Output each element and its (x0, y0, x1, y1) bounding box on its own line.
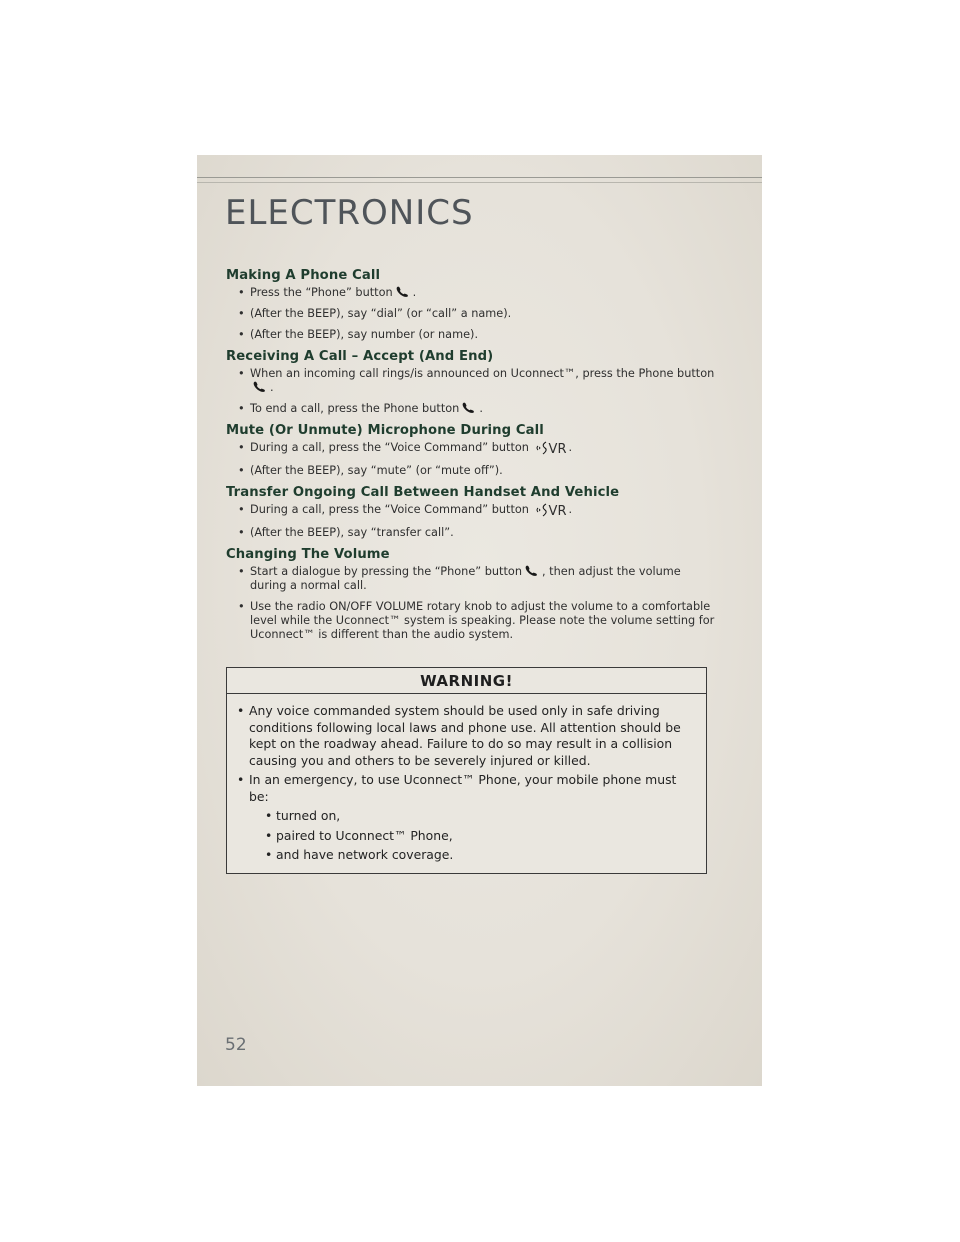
chapter-title: ELECTRONICS (225, 193, 474, 233)
section-title: Receiving A Call – Accept (And End) (226, 349, 494, 364)
manual-page (197, 155, 762, 1086)
phone-icon (253, 381, 267, 392)
section-title: Mute (Or Unmute) Microphone During Call (226, 423, 544, 438)
content-area (226, 268, 716, 649)
section-title: Making A Phone Call (226, 268, 381, 283)
warning-body (227, 694, 706, 873)
list-item: • paired to Uconnect™ Phone, (265, 828, 696, 845)
section-title: Changing The Volume (226, 547, 390, 562)
list-item: • (After the BEEP), say “dial” (or “call” a name). (238, 307, 716, 321)
list-item: • To end a call, press the Phone button . (238, 402, 716, 416)
section-title: Transfer Ongoing Call Between Handset And Vehicle (226, 485, 620, 500)
header-rule-secondary (197, 182, 762, 183)
voice-command-icon: VR (535, 503, 567, 519)
list-item: • In an emergency, to use Uconnect™ Phone, your mobile phone must be: • turned on, • paired to Uconnect™ Phone, • and have network coverage. (237, 772, 696, 864)
voice-command-icon: VR (535, 441, 567, 457)
phone-icon (462, 402, 476, 413)
list-item: • (After the BEEP), say “mute” (or “mute off”). (238, 464, 716, 478)
list-item: • (After the BEEP), say “transfer call”. (238, 526, 716, 540)
list-item: • Start a dialogue by pressing the “Phone” button , then adjust the volume during a normal call. (238, 565, 716, 593)
list-item: • Press the “Phone” button . (238, 286, 716, 300)
section-mute-microphone (226, 423, 716, 478)
section-transfer-call (226, 485, 716, 540)
list-item: • and have network coverage. (265, 847, 696, 864)
list-item: • Any voice commanded system should be used only in safe driving conditions following local laws and phone use. All attention should be kept on the roadway ahead. Failure to do so may result in a collision causing you and others to be severely injured or killed. (237, 703, 696, 769)
section-receiving-call (226, 349, 716, 416)
warning-title: WARNING! (227, 668, 706, 694)
list-item: • During a call, press the “Voice Command” button VR . (238, 503, 716, 519)
list-item: • Use the radio ON/OFF VOLUME rotary knob to adjust the volume to a comfortable level while the Uconnect™ system is speaking. Please note the volume setting for Uconnect™ is different than the audio system. (238, 600, 716, 642)
phone-icon (525, 565, 539, 576)
list-item: • (After the BEEP), say number (or name). (238, 328, 716, 342)
list-item: • During a call, press the “Voice Command” button VR . (238, 441, 716, 457)
header-rule (197, 177, 762, 178)
phone-icon (396, 286, 410, 297)
page-number: 52 (225, 1035, 247, 1055)
section-making-call (226, 268, 716, 342)
warning-box (226, 667, 707, 874)
list-item: • turned on, (265, 808, 696, 825)
section-changing-volume (226, 547, 716, 642)
list-item: • When an incoming call rings/is announced on Uconnect™, press the Phone button. (238, 367, 716, 395)
